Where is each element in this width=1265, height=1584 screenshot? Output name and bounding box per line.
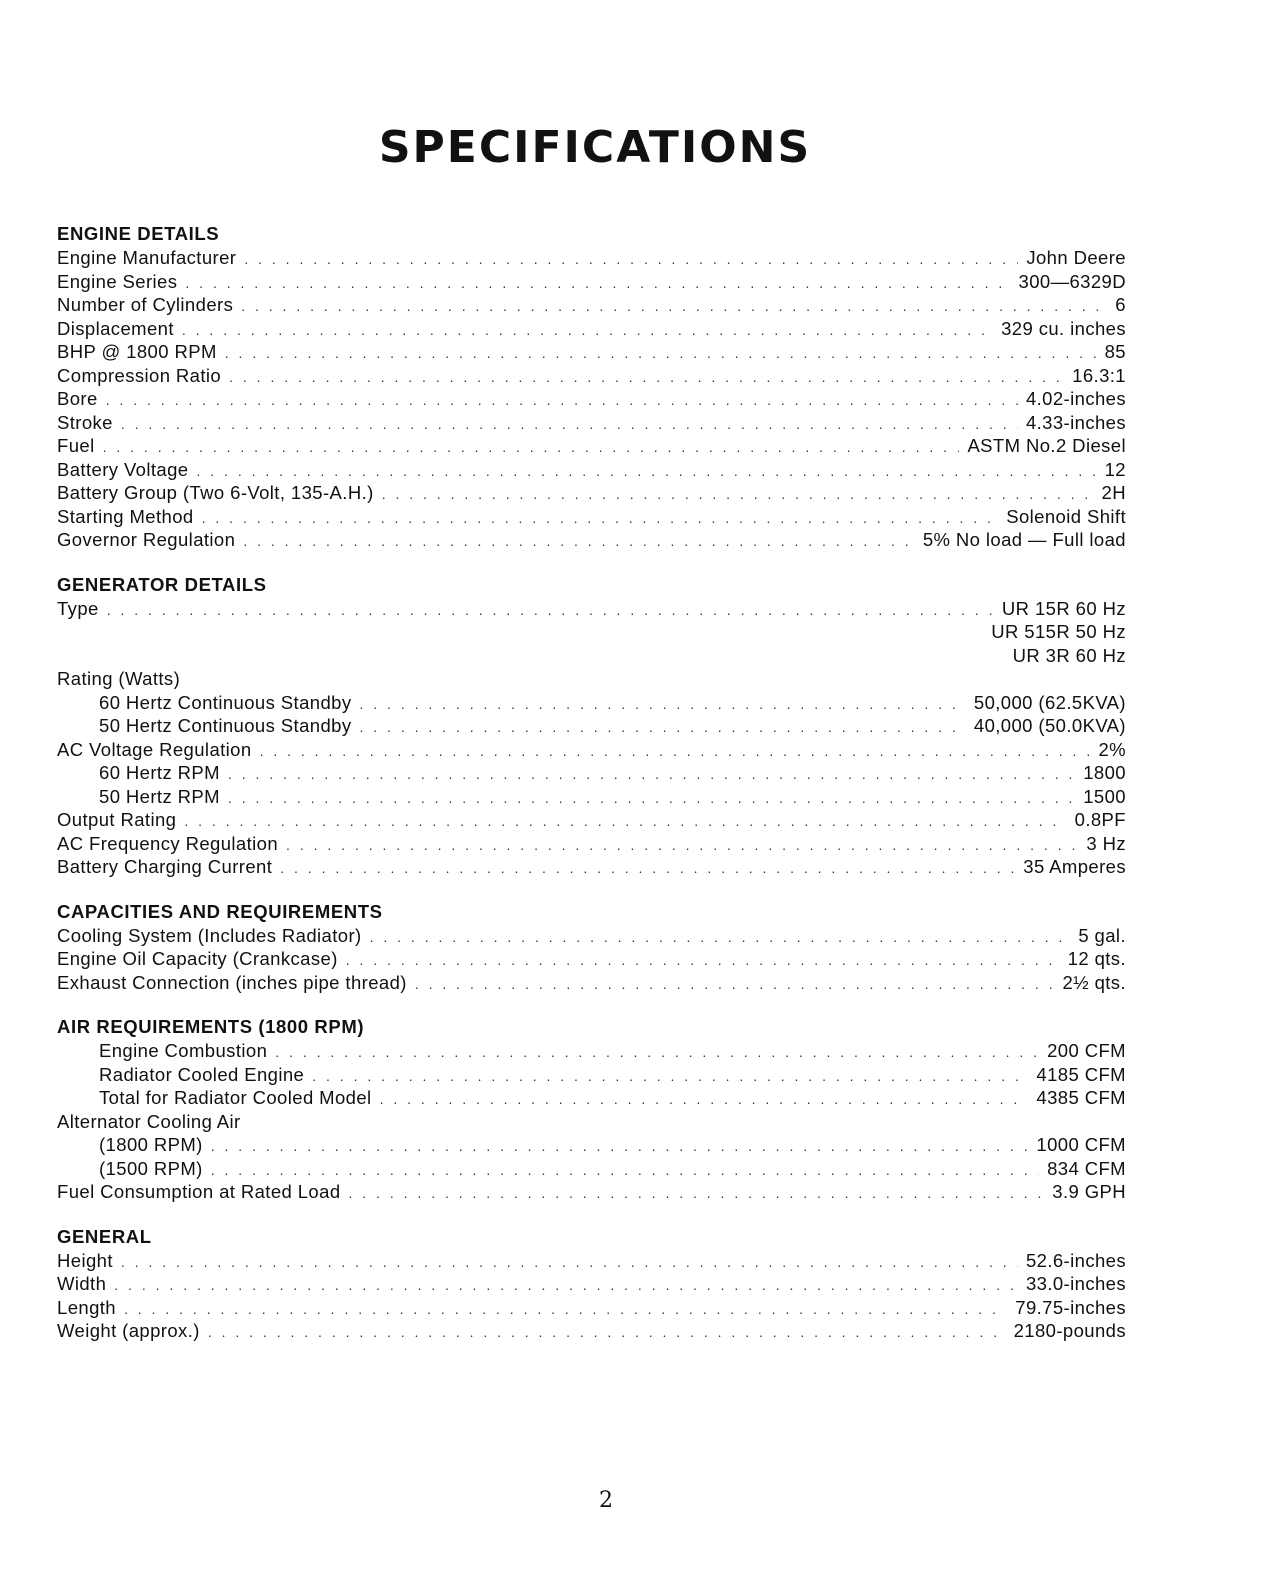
spec-row — [57, 1086, 1126, 1110]
dot-leader — [280, 857, 1015, 881]
spec-value: 1800 — [1083, 762, 1126, 783]
spec-value: 834 CFM — [1047, 1157, 1126, 1179]
spec-label: Displacement — [57, 317, 174, 339]
dot-leader — [114, 1274, 1018, 1298]
spec-value: 79.75-inches — [1015, 1296, 1126, 1318]
section-heading: GENERAL — [57, 1225, 152, 1247]
spec-value: 0.8PF — [1074, 809, 1126, 830]
spec-row — [57, 505, 1126, 529]
spec-row — [57, 270, 1126, 294]
spec-row — [57, 1296, 1126, 1320]
spec-value: 6 — [1115, 294, 1126, 315]
dot-leader — [229, 366, 1064, 390]
dot-leader — [211, 1159, 1039, 1183]
page-title: SPECIFICATIONS — [378, 122, 812, 173]
spec-value: 33.0-inches — [1025, 1273, 1126, 1294]
spec-row — [57, 1133, 1126, 1157]
section-heading: GENERATOR DETAILS — [57, 573, 267, 595]
spec-row-continuation — [57, 620, 1126, 644]
spec-value: 200 CFM — [1047, 1040, 1126, 1061]
spec-label: Cooling System (Includes Radiator) — [57, 924, 362, 946]
spec-subheading-row — [57, 1110, 1126, 1134]
spec-label: Battery Group (Two 6-Volt, 135-A.H.) — [57, 482, 374, 503]
dot-leader — [124, 1298, 1007, 1322]
spec-label: Engine Series — [57, 270, 178, 292]
spec-value: 40,000 (50.0KVA) — [973, 715, 1126, 736]
spec-value: 2½ qts. — [1062, 971, 1126, 993]
spec-label: AC Voltage Regulation — [57, 738, 252, 760]
spec-label: Bore — [57, 388, 98, 409]
spec-value: 16.3:1 — [1072, 364, 1126, 386]
spec-label: Battery Charging Current — [57, 856, 273, 877]
dot-leader — [312, 1065, 1028, 1089]
spec-value: 3 Hz — [1086, 832, 1126, 854]
section-generator-details — [57, 573, 1126, 879]
spec-row — [57, 293, 1126, 317]
page-number: 2 — [599, 1488, 613, 1513]
spec-row — [57, 528, 1126, 552]
spec-label: Stroke — [57, 411, 113, 433]
spec-value: 4185 CFM — [1036, 1063, 1126, 1085]
spec-label: Output Rating — [57, 809, 177, 830]
spec-label: Height — [57, 1249, 113, 1271]
dot-leader — [346, 949, 1060, 973]
spec-label: Width — [57, 1273, 107, 1294]
spec-row — [57, 761, 1126, 785]
dot-leader — [228, 763, 1075, 787]
spec-label: Starting Method — [57, 505, 194, 527]
spec-label: Governor Regulation — [57, 529, 236, 550]
spec-row — [57, 317, 1126, 341]
spec-label: Length — [57, 1296, 116, 1318]
spec-row — [57, 808, 1126, 832]
spec-value: 85 — [1104, 341, 1126, 362]
dot-leader — [382, 483, 1094, 507]
spec-value: ASTM No.2 Diesel — [967, 435, 1126, 456]
spec-label: Type — [57, 597, 99, 619]
dot-leader — [106, 389, 1018, 413]
spec-value: 1000 CFM — [1036, 1134, 1126, 1155]
spec-label: Engine Manufacturer — [57, 247, 237, 268]
spec-value: John Deere — [1026, 247, 1126, 268]
spec-value: UR 15R 60 Hz — [1001, 597, 1126, 619]
spec-row — [57, 832, 1126, 856]
spec-value: 329 cu. inches — [1001, 317, 1126, 339]
spec-row — [57, 1039, 1126, 1063]
dot-leader — [228, 787, 1075, 811]
spec-row — [57, 481, 1126, 505]
spec-label: AC Frequency Regulation — [57, 832, 279, 854]
dot-leader — [275, 1041, 1039, 1065]
spec-label: Rating (Watts) — [57, 668, 181, 689]
spec-label: (1500 RPM) — [99, 1157, 203, 1179]
specifications-content — [57, 222, 1126, 1364]
spec-label: 50 Hertz Continuous Standby — [99, 715, 352, 736]
spec-row-continuation — [57, 644, 1126, 668]
spec-value: 300—6329D — [1018, 270, 1126, 292]
spec-value: 4385 CFM — [1036, 1087, 1126, 1108]
dot-leader — [185, 272, 1010, 296]
spec-value: 4.02-inches — [1025, 388, 1126, 409]
spec-row — [57, 1180, 1126, 1204]
spec-value: 12 — [1104, 458, 1126, 480]
dot-leader — [211, 1135, 1029, 1159]
dot-leader — [370, 926, 1071, 950]
dot-leader — [243, 530, 915, 554]
spec-label: 60 Hertz Continuous Standby — [99, 691, 352, 713]
dot-leader — [359, 693, 965, 717]
spec-label: Engine Combustion — [99, 1040, 268, 1061]
dot-leader — [415, 973, 1055, 997]
spec-row — [57, 1272, 1126, 1296]
spec-value: 35 Amperes — [1023, 856, 1126, 877]
spec-row — [57, 1319, 1126, 1343]
spec-value: 2% — [1098, 738, 1126, 760]
spec-row — [57, 1063, 1126, 1087]
spec-label: Compression Ratio — [57, 364, 222, 386]
section-heading: ENGINE DETAILS — [57, 223, 220, 244]
spec-value: 2180-pounds — [1013, 1320, 1126, 1341]
section-air-requirements — [57, 1015, 1126, 1204]
dot-leader — [260, 740, 1091, 764]
spec-value: 52.6-inches — [1025, 1249, 1126, 1271]
spec-value: 4.33-inches — [1025, 411, 1126, 433]
dot-leader — [184, 810, 1066, 834]
dot-leader — [349, 1182, 1045, 1206]
dot-leader — [196, 460, 1096, 484]
spec-label: Radiator Cooled Engine — [99, 1063, 305, 1085]
spec-row — [57, 947, 1126, 971]
spec-row — [57, 714, 1126, 738]
dot-leader — [225, 342, 1097, 366]
dot-leader — [107, 599, 994, 623]
spec-row — [57, 855, 1126, 879]
spec-row — [57, 411, 1126, 435]
spec-row — [57, 597, 1126, 621]
spec-row — [57, 387, 1126, 411]
spec-label: 50 Hertz RPM — [99, 785, 220, 807]
spec-label: Total for Radiator Cooled Model — [99, 1087, 372, 1108]
spec-value: 50,000 (62.5KVA) — [973, 691, 1126, 713]
dot-leader — [380, 1088, 1029, 1112]
dot-leader — [121, 413, 1018, 437]
dot-leader — [182, 319, 993, 343]
spec-row — [57, 340, 1126, 364]
spec-label: Number of Cylinders — [57, 294, 234, 315]
spec-label: (1800 RPM) — [99, 1134, 203, 1155]
section-general — [57, 1225, 1126, 1343]
spec-value: UR 3R 60 Hz — [1012, 644, 1126, 666]
dot-leader — [241, 295, 1107, 319]
spec-row — [57, 434, 1126, 458]
dot-leader — [103, 436, 960, 460]
spec-label: Battery Voltage — [57, 458, 189, 480]
spec-label: Alternator Cooling Air — [57, 1110, 241, 1132]
spec-value: 1500 — [1083, 785, 1126, 807]
section-engine-details — [57, 222, 1126, 552]
spec-row — [57, 738, 1126, 762]
section-capacities — [57, 900, 1126, 995]
dot-leader — [202, 507, 999, 531]
spec-label: 60 Hertz RPM — [99, 762, 220, 783]
spec-row — [57, 364, 1126, 388]
spec-row — [57, 1249, 1126, 1273]
dot-leader — [244, 248, 1018, 272]
spec-value: 12 qts. — [1067, 948, 1126, 969]
spec-value: UR 515R 50 Hz — [991, 621, 1126, 642]
spec-row — [57, 246, 1126, 270]
spec-row — [57, 691, 1126, 715]
spec-value: Solenoid Shift — [1006, 505, 1126, 527]
dot-leader — [359, 716, 965, 740]
spec-label: Fuel — [57, 435, 95, 456]
section-heading: AIR REQUIREMENTS (1800 RPM) — [57, 1016, 365, 1037]
spec-row — [57, 1157, 1126, 1181]
spec-row — [57, 924, 1126, 948]
dot-leader — [121, 1251, 1018, 1275]
spec-label: Weight (approx.) — [57, 1320, 200, 1341]
spec-value: 3.9 GPH — [1052, 1181, 1126, 1202]
spec-row — [57, 458, 1126, 482]
spec-subheading-row — [57, 667, 1126, 691]
spec-value: 2H — [1101, 482, 1126, 503]
dot-leader — [286, 834, 1078, 858]
spec-label: Exhaust Connection (inches pipe thread) — [57, 971, 407, 993]
spec-row — [57, 785, 1126, 809]
spec-label: Engine Oil Capacity (Crankcase) — [57, 948, 338, 969]
spec-value: 5 gal. — [1078, 924, 1126, 946]
spec-label: BHP @ 1800 RPM — [57, 341, 217, 362]
spec-value: 5% No load — Full load — [922, 529, 1126, 550]
spec-row — [57, 971, 1126, 995]
spec-label: Fuel Consumption at Rated Load — [57, 1181, 341, 1202]
section-heading: CAPACITIES AND REQUIREMENTS — [57, 900, 383, 922]
dot-leader — [208, 1321, 1006, 1345]
